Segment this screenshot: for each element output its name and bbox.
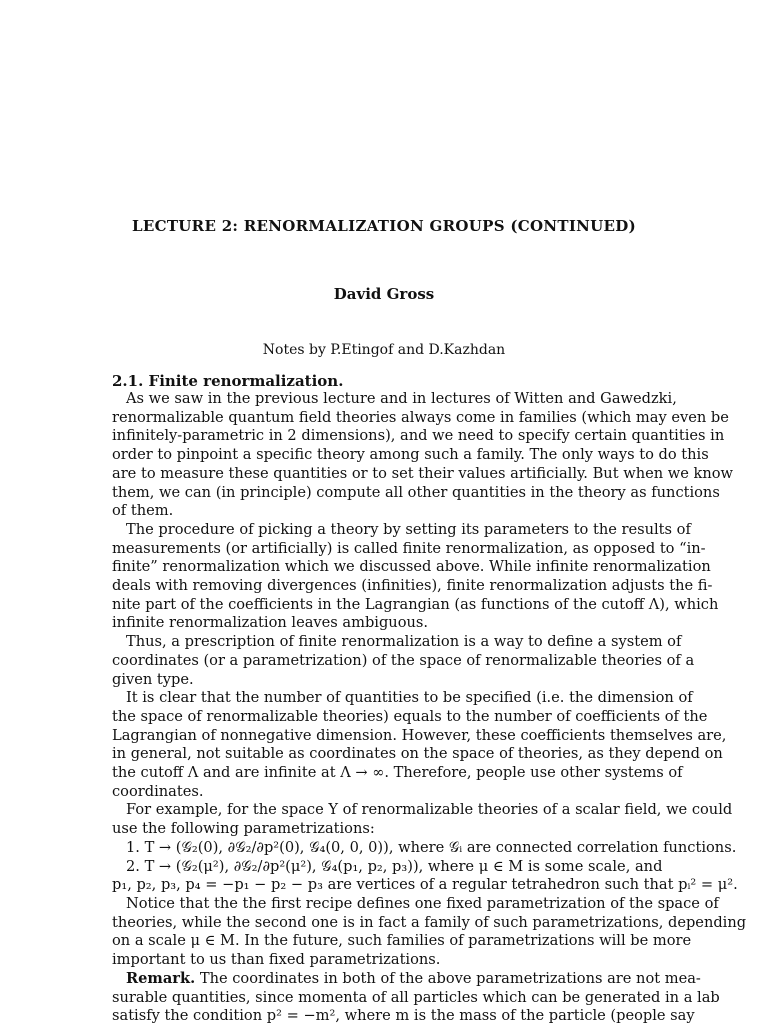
author-name: David Gross (333, 285, 435, 303)
text-line: Notice that the the first recipe defines one fixed parametrization of the space of (126, 894, 719, 912)
text-line: coordinates (or a parametrization) of the space of renormalizable theories of a (112, 651, 695, 669)
text-line: Thus, a prescription of finite renormalization is a way to define a system of (126, 633, 682, 651)
text-line: As we saw in the previous lecture and in lectures of Witten and Gawedzki, (126, 390, 677, 407)
text-line: satisfy the condition p² = −m², where m is the mass of the particle (people say (112, 1007, 695, 1025)
text-line: the cutoff Λ and are infinite at Λ → ∞. Therefore, people use other systems of (112, 764, 683, 782)
text-line: of them. (112, 502, 174, 520)
text-line: on a scale μ ∈ M. In the future, such families of parametrizations will be more (112, 932, 692, 950)
text-line: theories, while the second one is in fact a family of such parametrizations, depending (112, 913, 747, 931)
text-line: given type. (112, 670, 194, 688)
text-line: use the following parametrizations: (112, 820, 375, 838)
text-line: surable quantities, since momenta of all particles which can be generated in a lab (112, 988, 720, 1006)
text-line: important to us than fixed parametrizations. (112, 951, 441, 969)
lecture-title: LECTURE 2: RENORMALIZATION GROUPS (CONTINUED) (132, 217, 636, 235)
text-line: Remark. The coordinates in both of the above parametrizations are not mea- (126, 969, 701, 987)
text-line: order to pinpoint a specific theory among such a family. The only ways to do this (112, 446, 709, 464)
text-line: Lagrangian of nonnegative dimension. However, these coefficients themselves are, (112, 726, 727, 744)
text-line: 2. T → (𝒢₂(μ²), ∂𝒢₂/∂p²(μ²), 𝒢₄(p₁, p₂, p₃)), where μ ∈ M is some scale, and (126, 857, 663, 875)
text-line: For example, for the space Y of renormalizable theories of a scalar field, we could (126, 801, 733, 819)
text-line: them, we can (in principle) compute all other quantities in the theory as functions (112, 483, 720, 501)
text-line: infinitely-parametric in 2 dimensions), and we need to specify certain quantities in (112, 427, 725, 445)
text-line: deals with removing divergences (infinities), finite renormalization adjusts the fi- (112, 577, 713, 595)
text-line: finite” renormalization which we discussed above. While infinite renormalization (112, 558, 711, 576)
notes-credit: Notes by P.Etingof and D.Kazhdan (262, 342, 506, 358)
text-line: coordinates. (112, 782, 204, 800)
text-line: measurements (or artificially) is called finite renormalization, as opposed to “in- (112, 539, 706, 557)
text-line: nite part of the coefficients in the Lagrangian (as functions of the cutoff Λ), which (112, 595, 719, 613)
text-line: in general, not suitable as coordinates on the space of theories, as they depend on (112, 745, 723, 763)
text-line: renormalizable quantum field theories always come in families (which may even be (112, 408, 729, 426)
section-heading: 2.1. Finite renormalization. (112, 372, 344, 390)
text-line: the space of renormalizable theories) equals to the number of coefficients of the (112, 707, 708, 725)
text-line: are to measure these quantities or to set their values artificially. But when we know (112, 464, 734, 482)
text-line: It is clear that the number of quantities to be specified (i.e. the dimension of (126, 689, 693, 707)
text-line: 1. T → (𝒢₂(0), ∂𝒢₂/∂p²(0), 𝒢₄(0, 0, 0)), where 𝒢ᵢ are connected correlation functions. (126, 838, 737, 856)
text-line: p₁, p₂, p₃, p₄ = −p₁ − p₂ − p₃ are vertices of a regular tetrahedron such that pᵢ² = μ². (112, 876, 738, 894)
text-line: The procedure of picking a theory by setting its parameters to the results of (126, 520, 691, 538)
body-text (112, 390, 747, 1026)
text-line: infinite renormalization leaves ambiguous. (112, 614, 429, 632)
